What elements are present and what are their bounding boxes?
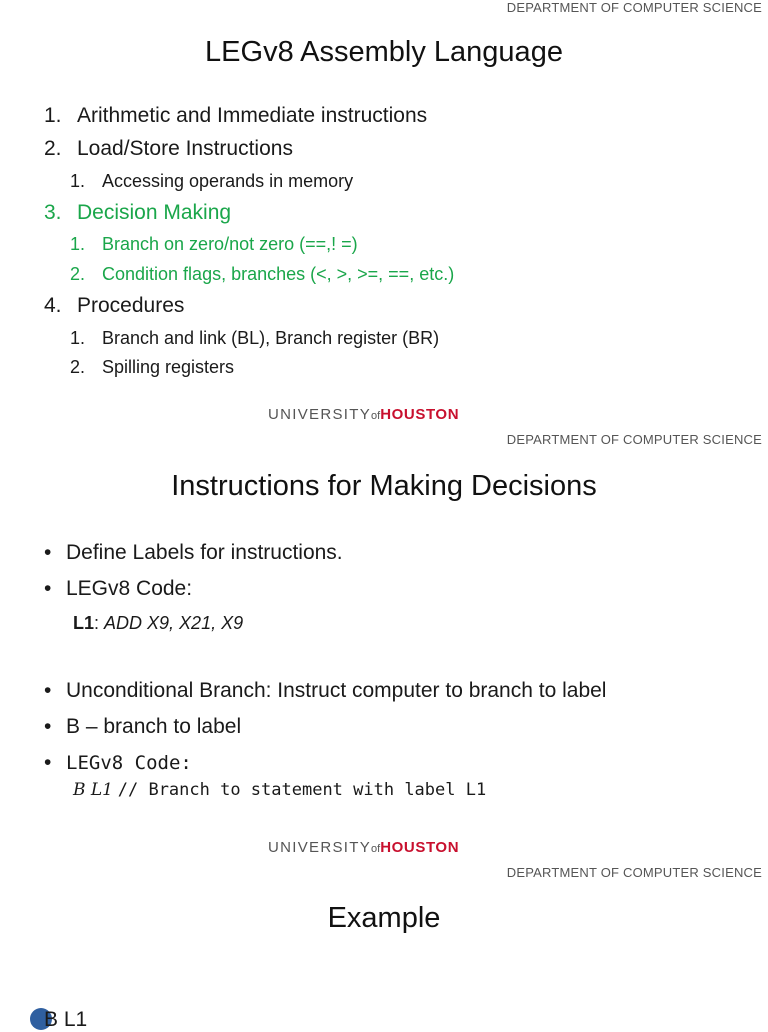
sub-list-item-highlighted bbox=[70, 234, 358, 255]
bullet-item bbox=[44, 751, 192, 775]
code-comment: // Branch to statement with label L1 bbox=[117, 780, 487, 800]
university-logo bbox=[268, 839, 459, 856]
slide-title: Instructions for Making Decisions bbox=[171, 470, 597, 502]
bullet-icon: • bbox=[44, 541, 52, 564]
list-item-highlighted bbox=[44, 201, 231, 225]
sub-list-item bbox=[70, 357, 234, 378]
department-header: DEPARTMENT OF COMPUTER SCIENCE bbox=[506, 0, 762, 15]
code-separator: : bbox=[94, 613, 105, 633]
list-text: Arithmetic and Immediate instructions bbox=[77, 104, 428, 127]
bullet-item bbox=[44, 679, 606, 703]
bullet-text: B – branch to label bbox=[66, 715, 242, 738]
list-text: Condition flags, branches (<, >, >=, ==, etc.) bbox=[102, 264, 455, 284]
sub-list-item-highlighted bbox=[70, 264, 454, 285]
diagram-label: B L1 bbox=[44, 1008, 88, 1031]
bullet-text: LEGv8 Code: bbox=[66, 577, 193, 600]
bullet-icon: • bbox=[44, 751, 52, 774]
list-text: Load/Store Instructions bbox=[77, 137, 293, 160]
logo-university: UNIVERSITY bbox=[268, 839, 372, 856]
code-instruction: ADD X9, X21, X9 bbox=[104, 613, 244, 633]
list-number: 2. bbox=[44, 137, 62, 160]
list-number: 2. bbox=[70, 264, 86, 284]
bullet-item bbox=[44, 715, 241, 739]
code-branch: B L1 bbox=[73, 780, 114, 800]
bullet-item bbox=[44, 577, 192, 601]
list-number: 1. bbox=[70, 328, 86, 348]
code-line bbox=[73, 780, 486, 800]
list-text: Branch on zero/not zero (==,! =) bbox=[102, 234, 358, 254]
logo-university: UNIVERSITY bbox=[268, 406, 372, 423]
list-text: Procedures bbox=[77, 294, 185, 317]
sub-list-item bbox=[70, 171, 353, 192]
list-text: Branch and link (BL), Branch register (BR) bbox=[102, 328, 440, 348]
logo-houston: HOUSTON bbox=[380, 839, 460, 856]
bullet-icon: • bbox=[44, 679, 52, 702]
logo-houston: HOUSTON bbox=[380, 406, 460, 423]
list-number: 1. bbox=[70, 234, 86, 254]
university-logo bbox=[268, 406, 459, 423]
list-number: 4. bbox=[44, 294, 62, 317]
bullet-icon: • bbox=[44, 715, 52, 738]
sub-list-item bbox=[70, 328, 439, 349]
list-number: 2. bbox=[70, 357, 86, 377]
bullet-icon: • bbox=[44, 577, 52, 600]
bullet-text: Define Labels for instructions. bbox=[66, 541, 343, 564]
list-number: 3. bbox=[44, 201, 62, 224]
list-text: Decision Making bbox=[77, 201, 232, 224]
slide-title: LEGv8 Assembly Language bbox=[205, 36, 563, 68]
logo-of: of bbox=[371, 843, 381, 855]
code-label: L1 bbox=[73, 613, 95, 633]
list-text: Spilling registers bbox=[102, 357, 235, 377]
department-header: DEPARTMENT OF COMPUTER SCIENCE bbox=[506, 865, 762, 880]
bullet-text: LEGv8 Code: bbox=[66, 752, 192, 774]
code-line bbox=[73, 613, 243, 634]
bullet-item bbox=[44, 541, 343, 565]
slide-title: Example bbox=[327, 902, 441, 934]
list-text: Accessing operands in memory bbox=[102, 171, 354, 191]
list-number: 1. bbox=[44, 104, 62, 127]
list-item bbox=[44, 137, 293, 161]
list-item bbox=[44, 294, 184, 318]
list-item bbox=[44, 104, 427, 128]
bullet-text: Unconditional Branch: Instruct computer to branch to label bbox=[66, 679, 607, 702]
list-number: 1. bbox=[70, 171, 86, 191]
logo-of: of bbox=[371, 410, 381, 422]
department-header: DEPARTMENT OF COMPUTER SCIENCE bbox=[506, 432, 762, 447]
